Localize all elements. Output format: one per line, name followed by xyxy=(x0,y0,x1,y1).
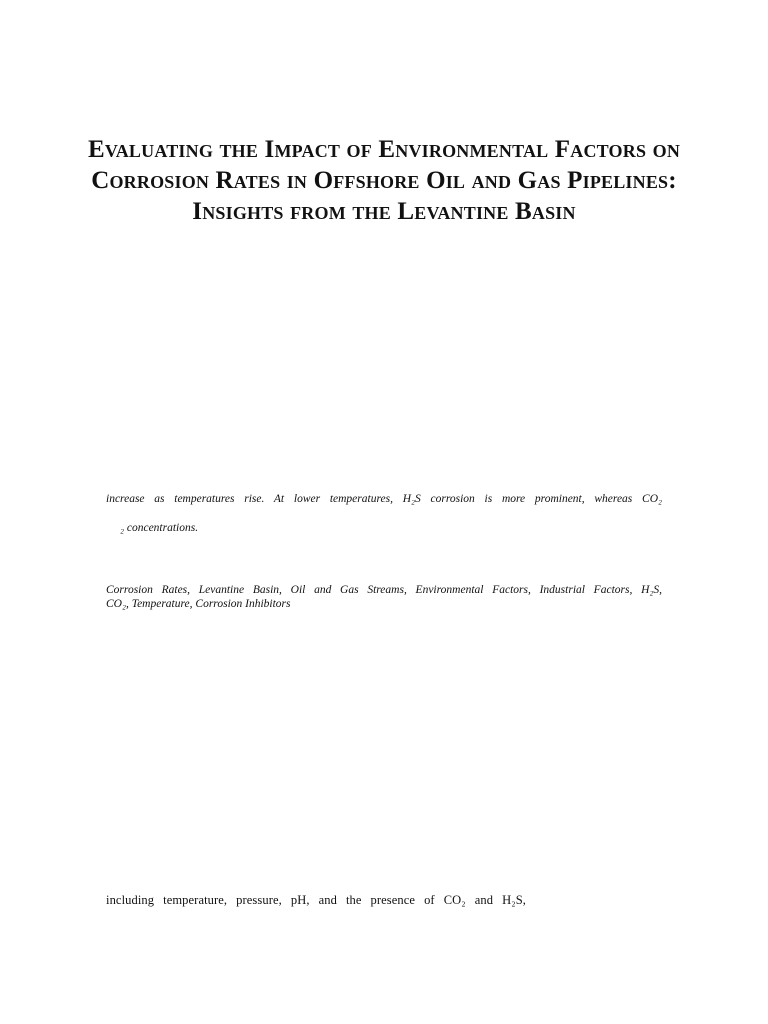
intro-fragment-text: including temperature, pressure, pH, and the presence of CO₂ and H₂S, xyxy=(106,893,526,907)
abstract-tail-text: ₂ concentrations. xyxy=(120,522,199,534)
abstract-fragment-text: increase as temperatures rise. At lower temperatures, H₂S corrosion is more prominent, whereas CO₂ xyxy=(106,493,662,505)
keywords-line-1: Corrosion Rates, Levantine Basin, Oil and Gas Streams, Environmental Factors, Industrial Factors, H₂S, xyxy=(106,584,662,596)
document-title: Evaluating the Impact of Environmental Factors on Corrosion Rates in Offshore Oil and Gas Pipelines: Insights from the Levantine Basin xyxy=(87,136,681,225)
keywords-line-2: CO₂, Temperature, Corrosion Inhibitors xyxy=(106,598,291,610)
keywords-block xyxy=(106,583,662,611)
